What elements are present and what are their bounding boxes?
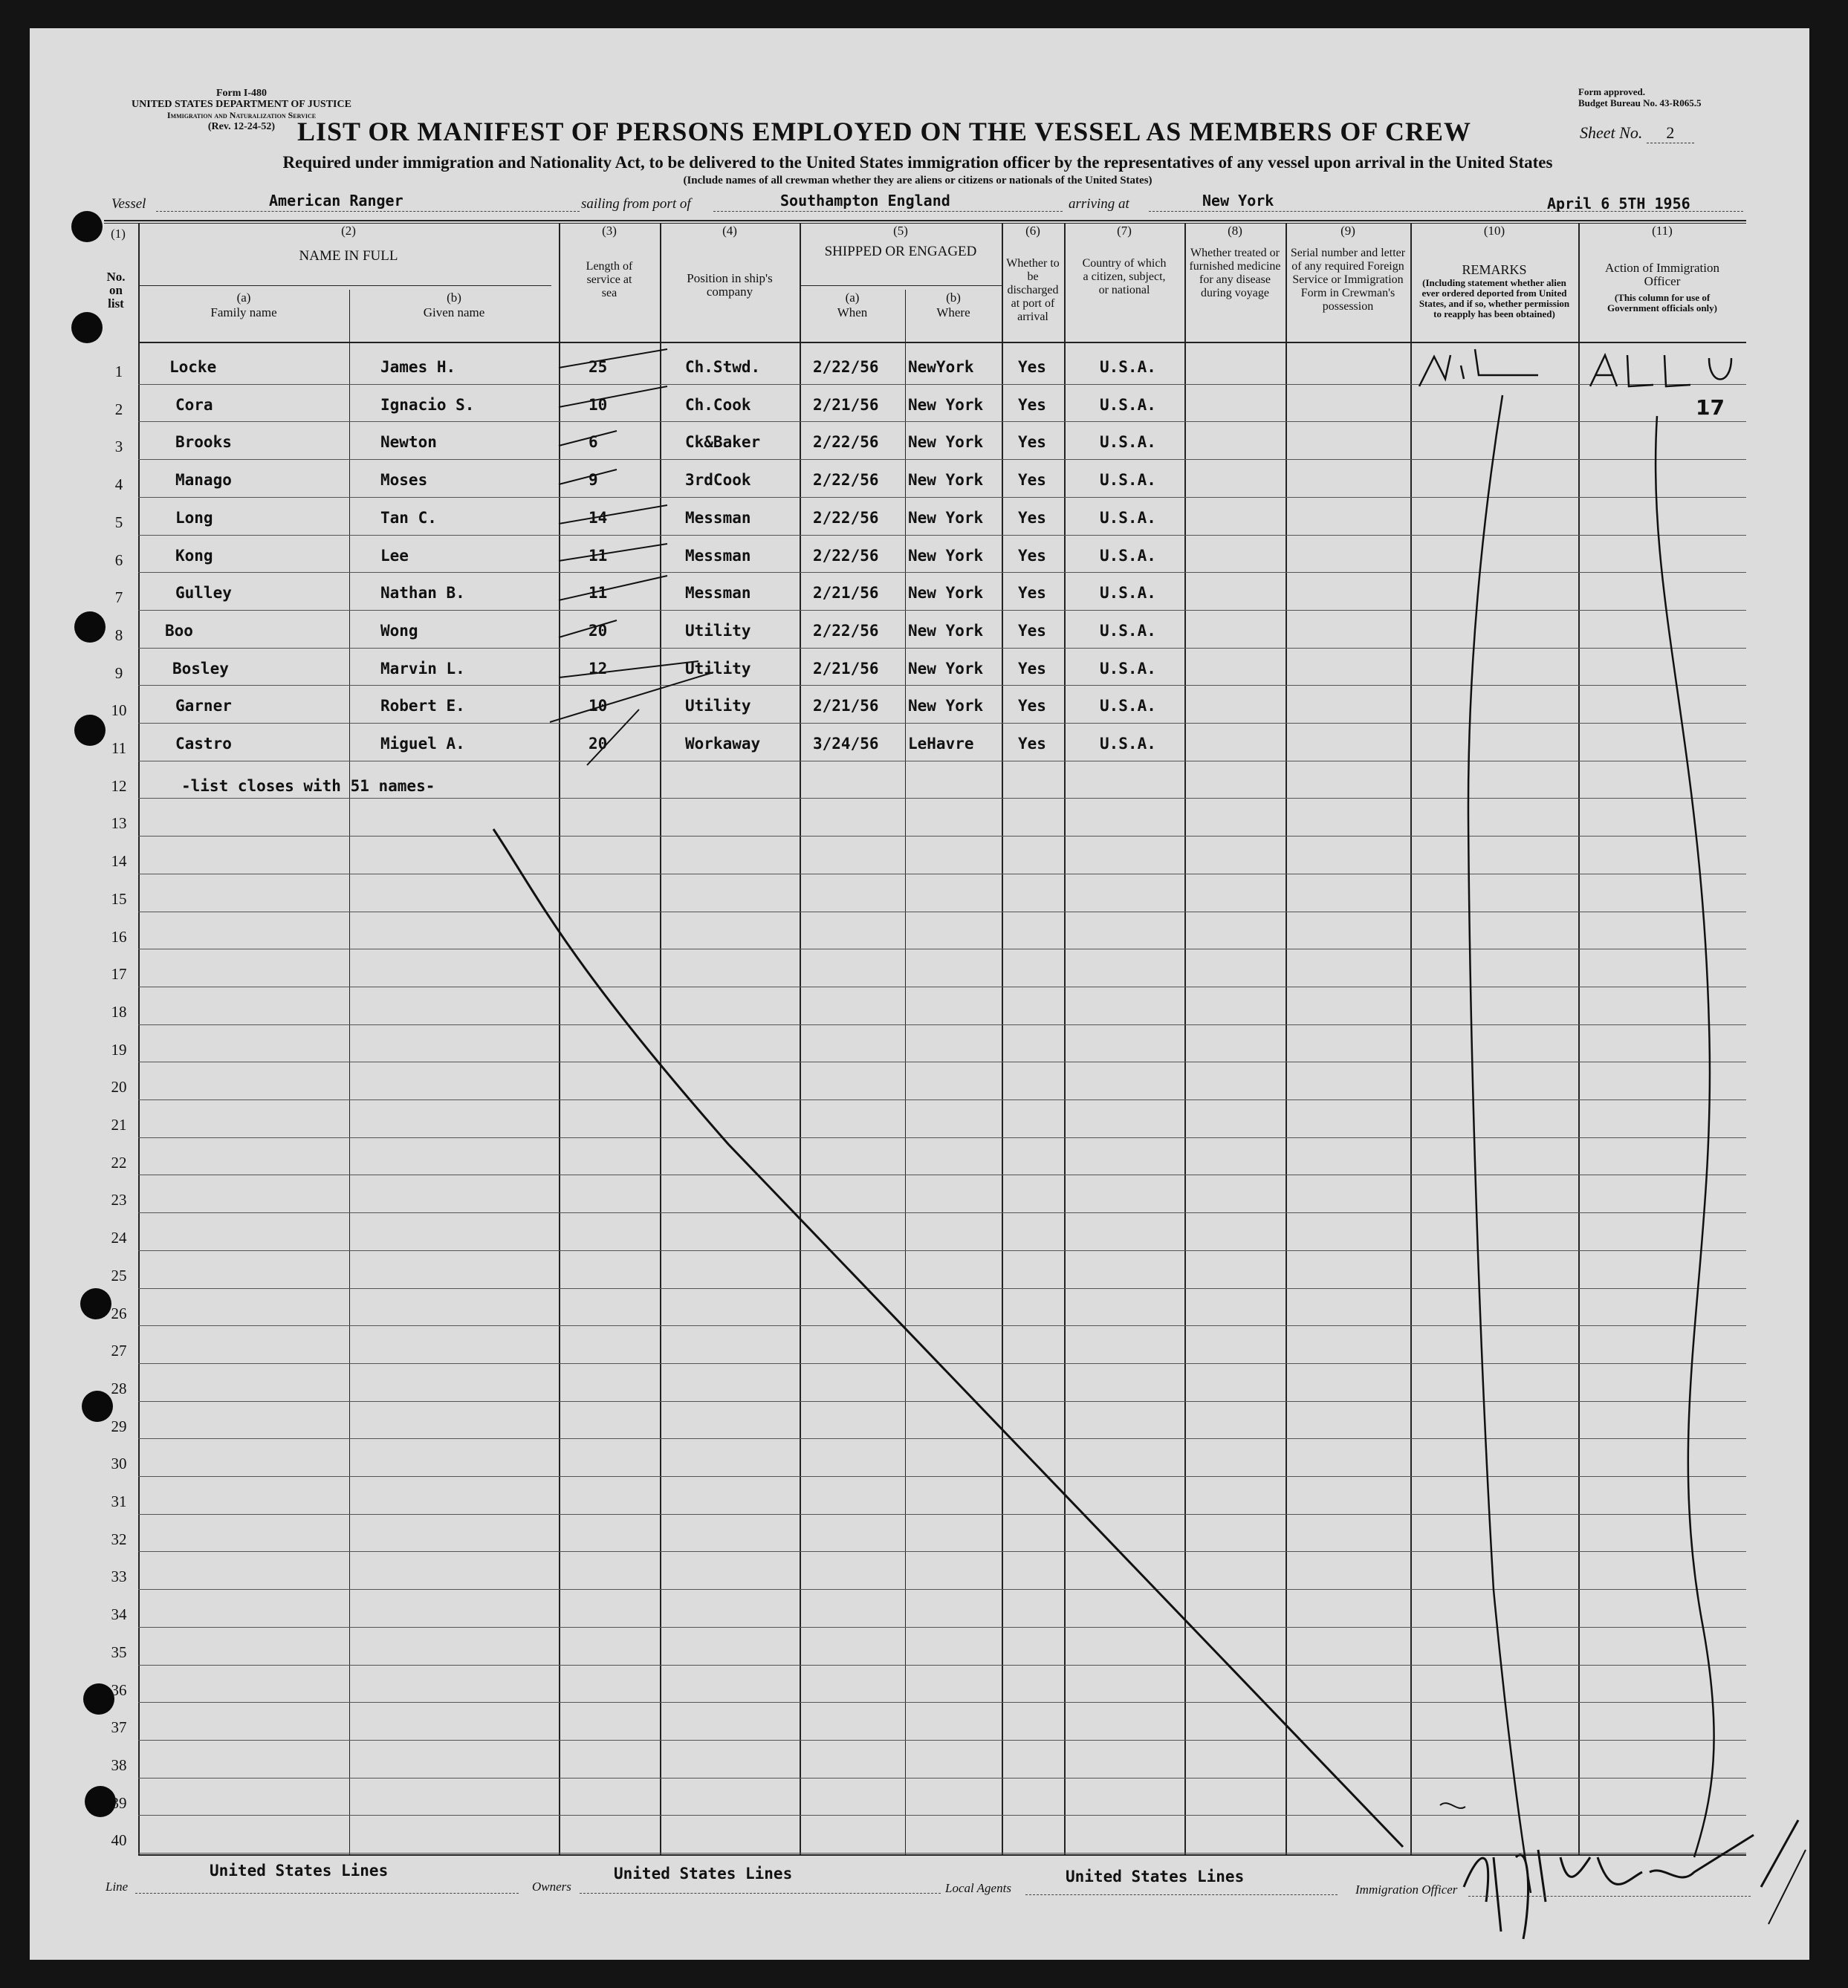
crew-where: New York	[908, 395, 984, 414]
crew-position: Utility	[685, 697, 751, 715]
agents-name: United States Lines	[1066, 1868, 1245, 1885]
crew-given: Wong	[380, 621, 418, 640]
arrival-date: April 6 5TH 1956	[1547, 195, 1690, 212]
crew-discharged: Yes	[1018, 697, 1046, 715]
row-number: 23	[111, 1191, 127, 1209]
crew-discharged: Yes	[1018, 659, 1046, 678]
service-strike	[559, 386, 667, 407]
row-number: 2	[114, 400, 123, 418]
crew-where: New York	[908, 546, 984, 565]
row-number: 8	[114, 626, 123, 644]
crew-where: New York	[908, 471, 984, 490]
row-number: 3	[114, 438, 123, 456]
crew-family: Boo	[165, 621, 193, 640]
col5-number: (5)	[893, 224, 908, 238]
crew-given: Lee	[380, 546, 409, 565]
row-number: 25	[111, 1266, 127, 1284]
col11-note: (This column for use of Government officials only)	[1607, 292, 1718, 314]
row-number: 37	[111, 1718, 127, 1737]
service-strike	[559, 576, 667, 600]
col5b-number: (b)	[946, 290, 961, 305]
crew-discharged: Yes	[1018, 358, 1046, 376]
agents-label: Local Agents	[945, 1881, 1011, 1895]
crew-service: 6	[589, 433, 598, 452]
crew-where: New York	[908, 697, 984, 715]
form-note: (Include names of all crewman whether they are aliens or citizens or nationals of the United States)	[683, 175, 1152, 186]
crew-when: 2/22/56	[813, 433, 879, 452]
arriving-label: arriving at	[1069, 196, 1129, 212]
crew-position: Utility	[685, 621, 751, 640]
crew-service: 11	[589, 546, 608, 565]
crew-discharged: Yes	[1018, 471, 1046, 490]
closing-note: -list closes with 51 names-	[181, 777, 435, 795]
row-number: 20	[111, 1078, 127, 1097]
crew-position: 3rdCook	[685, 471, 751, 490]
nil-tick	[1440, 1803, 1465, 1808]
row-number: 33	[111, 1568, 127, 1586]
crew-family: Brooks	[175, 433, 232, 452]
crew-family: Cora	[175, 395, 213, 414]
row-number: 11	[111, 739, 127, 757]
crew-service: 10	[589, 697, 608, 715]
crew-discharged: Yes	[1018, 395, 1046, 414]
row-number: 31	[111, 1492, 127, 1510]
form-revision: (Rev. 12-24-52)	[207, 121, 276, 132]
crew-when: 2/21/56	[813, 395, 879, 414]
service-strike	[550, 672, 713, 722]
crew-given: Robert E.	[380, 697, 465, 715]
row-number: 4	[114, 475, 123, 494]
crew-discharged: Yes	[1018, 433, 1046, 452]
service-strike	[559, 544, 667, 561]
row-number: 34	[111, 1605, 127, 1624]
crew-service: 20	[589, 621, 608, 640]
crew-service: 10	[589, 395, 608, 414]
col8-header: Whether treated or furnished medicine for any disease during voyage	[1189, 247, 1281, 299]
nil-handwriting	[1419, 349, 1538, 386]
crew-country: U.S.A.	[1100, 508, 1156, 527]
crew-country: U.S.A.	[1100, 621, 1156, 640]
crew-country: U.S.A.	[1100, 697, 1156, 715]
crew-position: Messman	[685, 546, 751, 565]
crew-where: New York	[908, 584, 984, 602]
col2a-header: Family name	[210, 305, 277, 319]
crew-given: Marvin L.	[380, 659, 465, 678]
agents-underline	[1025, 1894, 1338, 1895]
col5-header: SHIPPED OR ENGAGED	[824, 244, 977, 259]
service-name: Immigration and Naturalization Service	[166, 110, 317, 120]
crew-country: U.S.A.	[1100, 659, 1156, 678]
crew-family: Garner	[175, 697, 232, 715]
row-number: 1	[114, 363, 123, 380]
crew-service: 11	[589, 584, 608, 602]
row-number: 30	[111, 1455, 127, 1473]
col2-header: NAME IN FULL	[299, 248, 398, 264]
sheet-label: Sheet No.	[1580, 123, 1643, 142]
crew-service: 20	[589, 735, 608, 753]
crew-country: U.S.A.	[1100, 358, 1156, 376]
form-subtitle: Required under immigration and Nationality Act, to be delivered to the United States immigration officer by the representatives of any vessel upon arrival in the United States	[282, 153, 1553, 172]
action-ditto-line	[1656, 416, 1714, 1857]
crew-where: New York	[908, 433, 984, 452]
crew-when: 2/22/56	[813, 358, 879, 376]
row-number: 15	[111, 889, 127, 908]
crew-country: U.S.A.	[1100, 735, 1156, 753]
service-strike	[559, 431, 617, 446]
service-strike	[559, 470, 617, 484]
crew-family: Kong	[175, 546, 213, 565]
row-number: 14	[111, 852, 127, 871]
agency-name: UNITED STATES DEPARTMENT OF JUSTICE	[132, 99, 351, 110]
sailing-port: Southampton England	[780, 192, 950, 209]
col3-number: (3)	[602, 224, 617, 238]
crew-when: 2/22/56	[813, 471, 879, 490]
crew-given: Moses	[380, 471, 428, 490]
col3-header: Length of service at sea	[586, 260, 633, 299]
crew-given: James H.	[380, 358, 456, 376]
crew-when: 2/21/56	[813, 697, 879, 715]
row-number: 39	[111, 1793, 127, 1812]
row-number: 36	[111, 1680, 127, 1699]
row-number: 26	[111, 1304, 127, 1322]
page-title: LIST OR MANIFEST OF PERSONS EMPLOYED ON THE VESSEL AS MEMBERS OF CREW	[297, 117, 1471, 146]
owners-name: United States Lines	[614, 1865, 793, 1883]
col2-number: (2)	[341, 224, 356, 238]
col1-header: No. on list	[106, 270, 126, 311]
col10-header: REMARKS	[1462, 262, 1527, 277]
remarks-ditto-line	[1468, 395, 1531, 1893]
row-number: 29	[111, 1417, 127, 1435]
row-number: 40	[111, 1831, 127, 1850]
crew-when: 2/22/56	[813, 546, 879, 565]
crew-discharged: Yes	[1018, 584, 1046, 602]
row-number: 28	[111, 1379, 127, 1397]
crew-where: NewYork	[908, 358, 974, 376]
line-label: Line	[106, 1880, 129, 1894]
form-number: Form I-480	[215, 88, 268, 99]
row-number: 19	[111, 1040, 127, 1059]
col5b-header: Where	[936, 305, 970, 319]
service-strike	[559, 661, 698, 678]
col8-number: (8)	[1228, 224, 1242, 238]
crew-family: Long	[175, 508, 213, 527]
vessel-name: American Ranger	[269, 192, 403, 209]
corner-mark	[1768, 1850, 1806, 1924]
row-number: 35	[111, 1643, 127, 1661]
crew-when: 3/24/56	[813, 735, 879, 753]
row-number: 18	[111, 1002, 127, 1021]
crew-service: 12	[589, 659, 608, 678]
col4-header: Position in ship's company	[687, 271, 773, 299]
crew-family: Bosley	[172, 659, 229, 678]
row-number: 32	[111, 1530, 127, 1548]
crew-where: New York	[908, 508, 984, 527]
officer-label: Immigration Officer	[1355, 1883, 1458, 1897]
service-strike	[559, 349, 667, 368]
crew-family: Locke	[169, 358, 217, 376]
crew-given: Ignacio S.	[380, 395, 475, 414]
crew-country: U.S.A.	[1100, 433, 1156, 452]
col2a-number: (a)	[236, 290, 251, 305]
crew-discharged: Yes	[1018, 546, 1046, 565]
col9-header: Serial number and letter of any required Foreign Service or Immigration Form in Crewman's possession	[1290, 247, 1406, 313]
crew-where: New York	[908, 659, 984, 678]
service-strike	[587, 709, 639, 765]
row-number: 27	[111, 1342, 127, 1360]
col10-number: (10)	[1483, 224, 1505, 238]
crew-position: Messman	[685, 584, 751, 602]
officer-underline	[1468, 1896, 1751, 1897]
row-number: 21	[111, 1116, 127, 1134]
crew-discharged: Yes	[1018, 621, 1046, 640]
sheet-number: 2	[1647, 123, 1694, 143]
crew-when: 2/21/56	[813, 659, 879, 678]
count-number: 17	[1696, 395, 1725, 420]
row-number: 9	[114, 663, 123, 682]
sailing-label: sailing from port of	[581, 196, 691, 212]
crew-given: Newton	[380, 433, 437, 452]
row-number: 22	[111, 1153, 127, 1172]
col4-number: (4)	[722, 224, 737, 238]
crew-discharged: Yes	[1018, 735, 1046, 753]
row-number: 6	[114, 550, 123, 569]
crew-position: Ch.Stwd.	[685, 358, 761, 376]
col7-header: Country of which a citizen, subject, or national	[1082, 257, 1167, 296]
crew-discharged: Yes	[1018, 508, 1046, 527]
crew-position: Ch.Cook	[685, 395, 751, 414]
crew-country: U.S.A.	[1100, 584, 1156, 602]
col5a-header: When	[837, 305, 868, 319]
row-number: 17	[111, 965, 127, 984]
col11-number: (11)	[1652, 224, 1673, 238]
owners-underline	[580, 1893, 941, 1894]
owners-label: Owners	[532, 1880, 571, 1894]
col11-header: Action of Immigration Officer	[1605, 261, 1719, 288]
vessel-label: Vessel	[111, 196, 146, 212]
row-number: 5	[114, 513, 123, 531]
crew-position: Workaway	[685, 735, 761, 753]
crew-position: Messman	[685, 508, 751, 527]
crew-service: 9	[589, 471, 598, 490]
crew-when: 2/22/56	[813, 621, 879, 640]
col1-number: (1)	[111, 227, 126, 241]
col2b-number: (b)	[447, 290, 461, 305]
col6-number: (6)	[1025, 224, 1040, 238]
row-number: 12	[111, 776, 127, 795]
line-name: United States Lines	[210, 1862, 389, 1880]
row-number: 13	[111, 814, 127, 833]
line-underline	[135, 1893, 519, 1894]
crew-service: 14	[589, 508, 608, 527]
arrival-port: New York	[1202, 192, 1274, 209]
col7-number: (7)	[1117, 224, 1132, 238]
crew-given: Nathan B.	[380, 584, 465, 602]
col6-header: Whether to be discharged at port of arrival	[1006, 257, 1060, 323]
budget-number: Budget Bureau No. 43-R065.5	[1578, 97, 1702, 108]
crew-given: Tan C.	[380, 508, 437, 527]
row-number: 38	[111, 1755, 127, 1774]
row-number: 24	[111, 1229, 127, 1247]
crew-position: Ck&Baker	[685, 433, 761, 452]
all-us-handwriting	[1590, 355, 1731, 386]
crew-service: 25	[589, 358, 608, 376]
crew-country: U.S.A.	[1100, 546, 1156, 565]
crew-given: Miguel A.	[380, 735, 465, 753]
row-number: 7	[114, 588, 123, 607]
crew-position: Utility	[685, 659, 751, 678]
crew-where: New York	[908, 621, 984, 640]
col10-note: (Including statement whether alien ever ordered deported from United States, and if so, whether permission to reapply has been obtained)	[1419, 277, 1570, 319]
service-strike	[559, 505, 667, 524]
crew-family: Manago	[175, 471, 232, 490]
crew-family: Castro	[175, 735, 232, 753]
crew-when: 2/21/56	[813, 584, 879, 602]
crew-where: LeHavre	[908, 735, 974, 753]
officer-signature	[1464, 1820, 1798, 1939]
col2b-header: Given name	[423, 305, 485, 319]
row-number: 16	[111, 927, 127, 946]
service-strike	[559, 620, 617, 637]
crew-country: U.S.A.	[1100, 395, 1156, 414]
crew-country: U.S.A.	[1100, 471, 1156, 490]
form-approved: Form approved.	[1578, 86, 1646, 97]
col9-number: (9)	[1340, 224, 1355, 238]
cancel-diagonal	[493, 829, 1403, 1847]
col5a-number: (a)	[845, 290, 860, 305]
crew-family: Gulley	[175, 584, 232, 602]
row-number: 10	[111, 701, 127, 720]
crew-when: 2/22/56	[813, 508, 879, 527]
